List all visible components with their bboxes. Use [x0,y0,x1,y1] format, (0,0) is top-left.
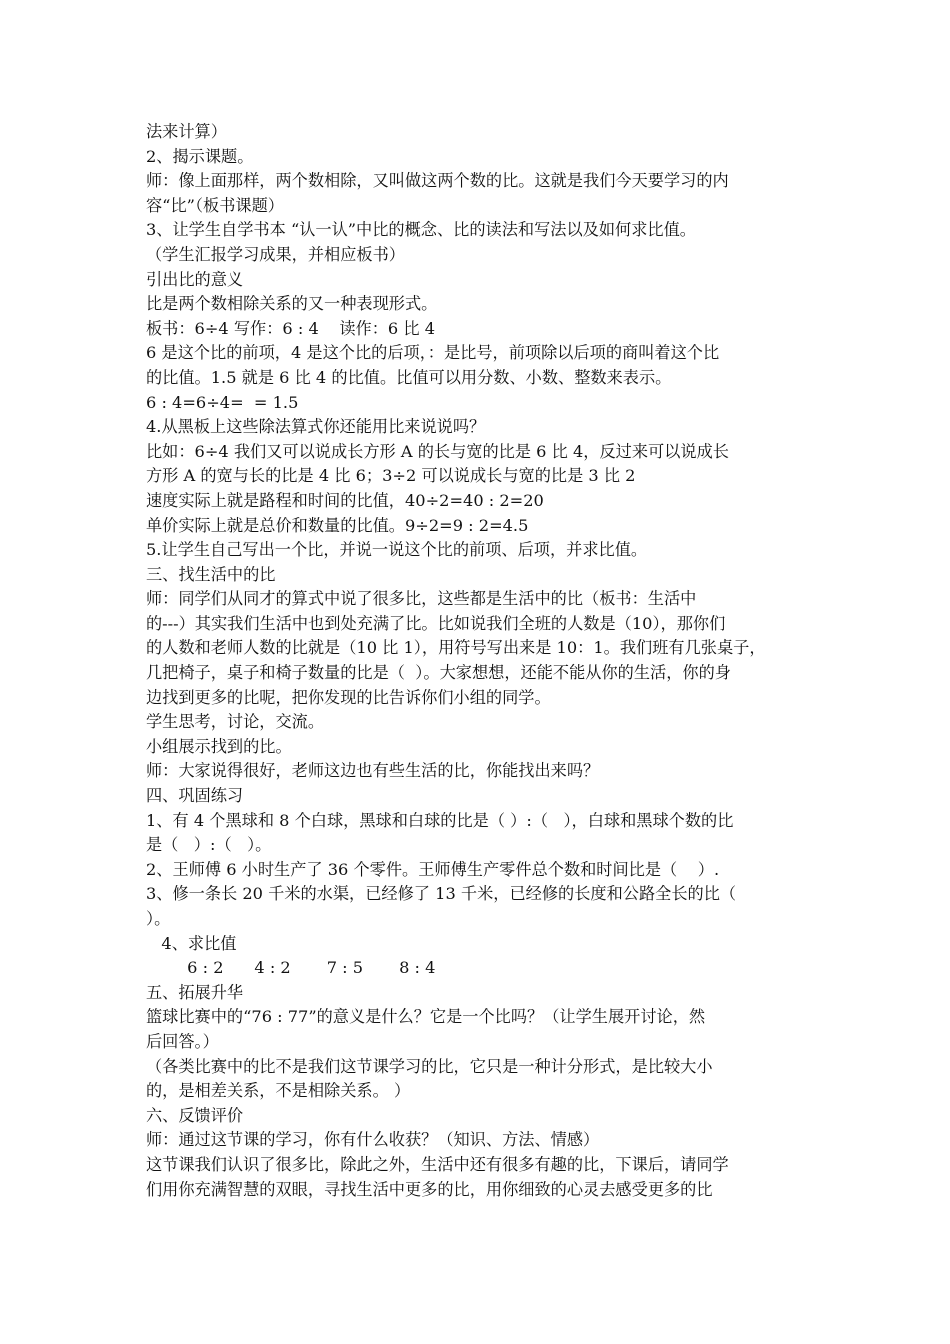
text-line: 师：像上面那样，两个数相除，又叫做这两个数的比。这就是我们今天要学习的内 [146,171,729,191]
section-heading: 六、反馈评价 [146,1105,244,1125]
text-line: 们用你充满智慧的双眼，寻找生活中更多的比，用你细致的心灵去感受更多的比 [146,1179,713,1199]
formula-line: 6 : 4=6÷4= = 1.5 [146,392,299,412]
text-line: 的---）其实我们生活中也到处充满了比。比如说我们全班的人数是（10），那你们 [146,613,726,633]
exercise-line: 1、有 4 个黑球和 8 个白球，黑球和白球的比是（ ）:（ ），白球和黑球个数的比 [146,810,734,830]
text-line: 5.让学生自己写出一个比，并说一说这个比的前项、后项，并求比值。 [146,540,648,560]
text-line: 速度实际上就是路程和时间的比值，40÷2=40 : 2=20 [146,490,544,510]
text-line: 板书：6÷4 写作：6 : 4 读作：6 比 4 [146,318,435,338]
text-line: （学生汇报学习成果，并相应板书） [146,244,405,264]
text-line: 法来计算） [146,122,227,141]
exercise-line: 3、修一条长 20 千米的水渠，已经修了 13 千米，已经修的长度和公路全长的比（ [146,884,737,904]
text-line: 这节课我们认识了很多比，除此之外，生活中还有很多有趣的比，下课后，请同学 [146,1154,729,1174]
section-heading: 四、巩固练习 [146,786,244,806]
section-heading: 五、拓展升华 [146,982,244,1002]
document-body [146,120,814,1202]
text-line: 的，是相差关系，不是相除关系。 ） [146,1081,411,1101]
exercise-line: 是（ ）:（ ）。 [146,835,272,855]
text-line: 学生思考，讨论，交流。 [146,712,325,732]
text-line: 后回答。） [146,1031,219,1051]
text-line: 方形 A 的宽与长的比是 4 比 6；3÷2 可以说成长与宽的比是 3 比 2 [146,466,636,486]
exercise-line: 4、求比值 [146,933,237,953]
text-line: 师：同学们从同才的算式中说了很多比，这些都是生活中的比（板书：生活中 [146,589,697,609]
text-line: 小组展示找到的比。 [146,736,292,756]
text-line: 边找到更多的比呢，把你发现的比告诉你们小组的同学。 [146,687,551,707]
text-line: 3、让学生自学书本 “认一认”中比的概念、比的读法和写法以及如何求比值。 [146,220,696,240]
text-line: 的比值。1.5 就是 6 比 4 的比值。比值可以用分数、小数、整数来表示。 [146,367,672,387]
text-line: 的人数和老师人数的比就是（10 比 1），用符号写出来是 10：1。我们班有几张桌子， [146,638,766,658]
text-line: （各类比赛中的比不是我们这节课学习的比，它只是一种计分形式，是比较大小 [146,1056,713,1076]
exercise-line: 2、王师傅 6 小时生产了 36 个零件。王师傅生产零件总个数和时间比是（ ）. [146,859,720,879]
exercise-line: ）。 [146,909,171,928]
text-line: 师：通过这节课的学习，你有什么收获？（知识、方法、情感） [146,1130,600,1150]
text-line: 引出比的意义 [146,269,244,289]
text-line: 单价实际上就是总价和数量的比值。9÷2=9 : 2=4.5 [146,515,529,535]
text-line: 比是两个数相除关系的又一种表现形式。 [146,294,438,314]
text-line: 4.从黑板上这些除法算式你还能用比来说说吗？ [146,417,486,437]
text-line: 师：大家说得很好，老师这边也有些生活的比，你能找出来吗？ [146,761,600,781]
text-line: 6 是这个比的前项，4 是这个比的后项，：是比号，前项除以后项的商叫着这个比 [146,343,720,363]
text-line: 容“比”（板书课题） [146,195,284,215]
text-line: 比如：6÷4 我们又可以说成长方形 A 的长与宽的比是 6 比 4，反过来可以说成长 [146,441,729,461]
text-line: 篮球比赛中的“76 : 77”的意义是什么？它是一个比吗？（让学生展开讨论，然 [146,1007,706,1027]
section-heading: 三、找生活中的比 [146,564,276,584]
text-line: 几把椅子，桌子和椅子数量的比是（ ）。大家想想，还能不能从你的生活，你的身 [146,663,731,683]
section-heading: 2、揭示课题。 [146,146,254,166]
ratio-list: 6 : 2 4 : 2 7 : 5 8 : 4 [146,958,436,978]
